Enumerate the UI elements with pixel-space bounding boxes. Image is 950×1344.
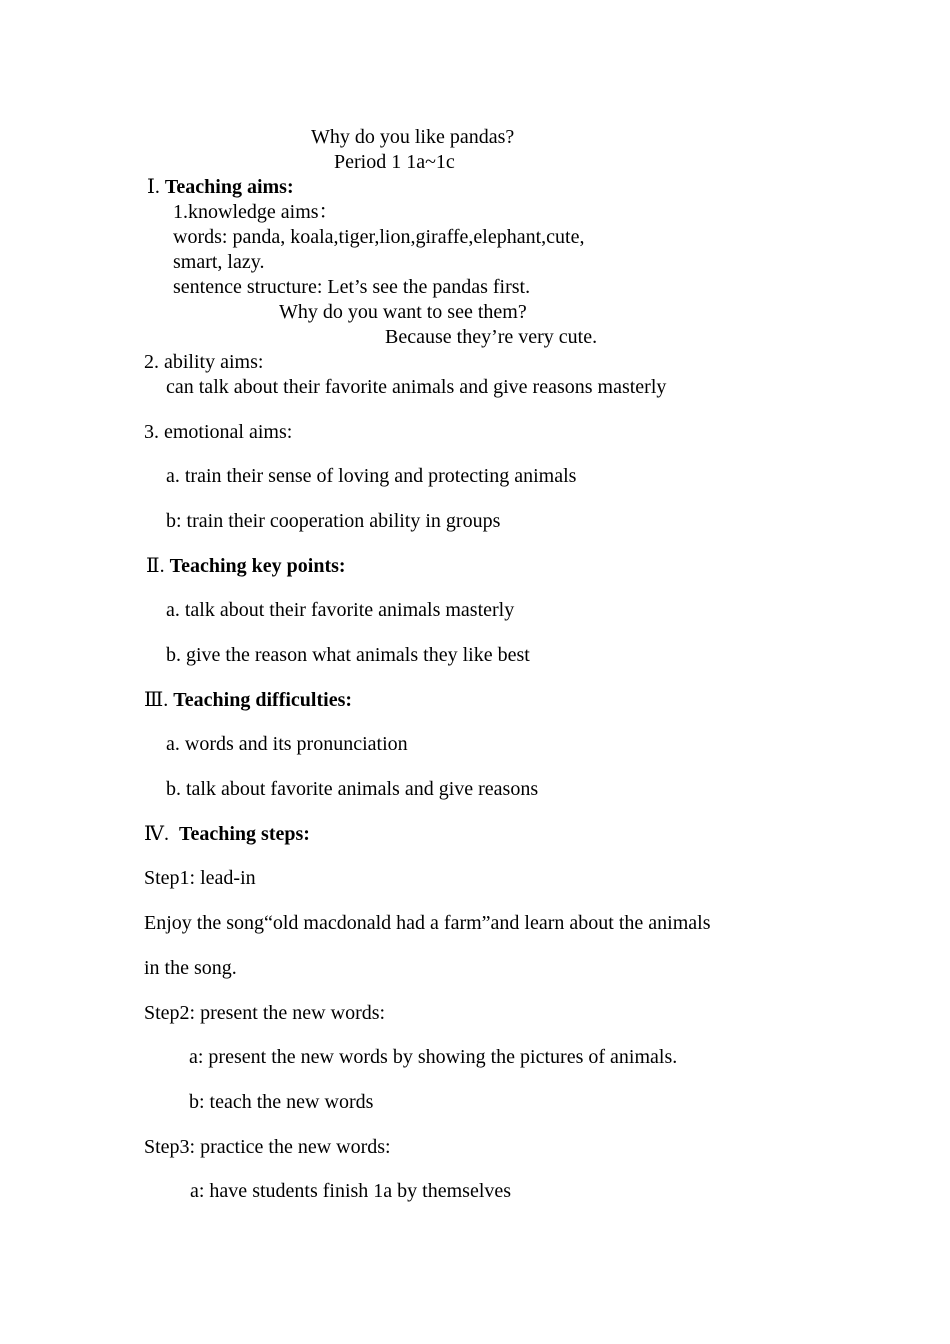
step3-label: Step3: practice the new words: [144, 1136, 391, 1158]
section-numeral: Ⅲ. [144, 689, 169, 711]
step2-label: Step2: present the new words: [144, 1002, 386, 1024]
difficulty-item: b. talk about favorite animals and give reasons [166, 778, 539, 800]
difficulty-item: a. words and its pronunciation [166, 733, 408, 755]
document-title: Why do you like pandas? [311, 126, 515, 148]
step1-text: Enjoy the song“old macdonald had a farm”and learn about the animals [144, 912, 711, 934]
step2-item: a: present the new words by showing the pictures of animals. [189, 1046, 678, 1068]
sentence-structure-line: sentence structure: Let’s see the pandas first. [173, 276, 531, 298]
step2-item: b: teach the new words [189, 1091, 374, 1113]
emotional-aim-item: b: train their cooperation ability in groups [166, 510, 501, 532]
step1-text: in the song. [144, 957, 237, 979]
section-heading-difficulties [144, 688, 352, 712]
words-line: smart, lazy. [173, 251, 265, 273]
section-title: Teaching aims: [164, 176, 294, 198]
key-point-item: b. give the reason what animals they like best [166, 644, 530, 666]
emotional-aim-item: a. train their sense of loving and protecting animals [166, 465, 577, 487]
key-point-item: a. talk about their favorite animals masterly [166, 599, 515, 621]
ability-aims-label: 2. ability aims: [144, 351, 264, 373]
step1-label: Step1: lead-in [144, 867, 256, 889]
section-numeral: Ⅰ. [147, 176, 160, 198]
section-numeral: Ⅳ. [144, 823, 169, 845]
period-label: Period 1 1a~1c [334, 151, 455, 173]
section-title: Teaching key points: [169, 555, 346, 577]
emotional-aims-label: 3. emotional aims: [144, 421, 293, 443]
knowledge-aims-label: 1.knowledge aims： [173, 201, 339, 223]
ability-aims-text: can talk about their favorite animals and give reasons masterly [166, 376, 667, 398]
sentence-structure-line: Why do you want to see them? [279, 301, 527, 323]
step3-item: a: have students finish 1a by themselves [190, 1180, 512, 1202]
words-line: words: panda, koala,tiger,lion,giraffe,elephant,cute, [173, 226, 585, 248]
section-numeral: Ⅱ. [146, 555, 165, 577]
section-title: Teaching difficulties: [173, 689, 353, 711]
section-heading-key-points [146, 554, 346, 578]
sentence-structure-line: Because they’re very cute. [385, 326, 598, 348]
section-title: Teaching steps: [178, 823, 310, 845]
section-heading-teaching-steps [144, 822, 310, 846]
section-heading-teaching-aims [147, 175, 294, 199]
